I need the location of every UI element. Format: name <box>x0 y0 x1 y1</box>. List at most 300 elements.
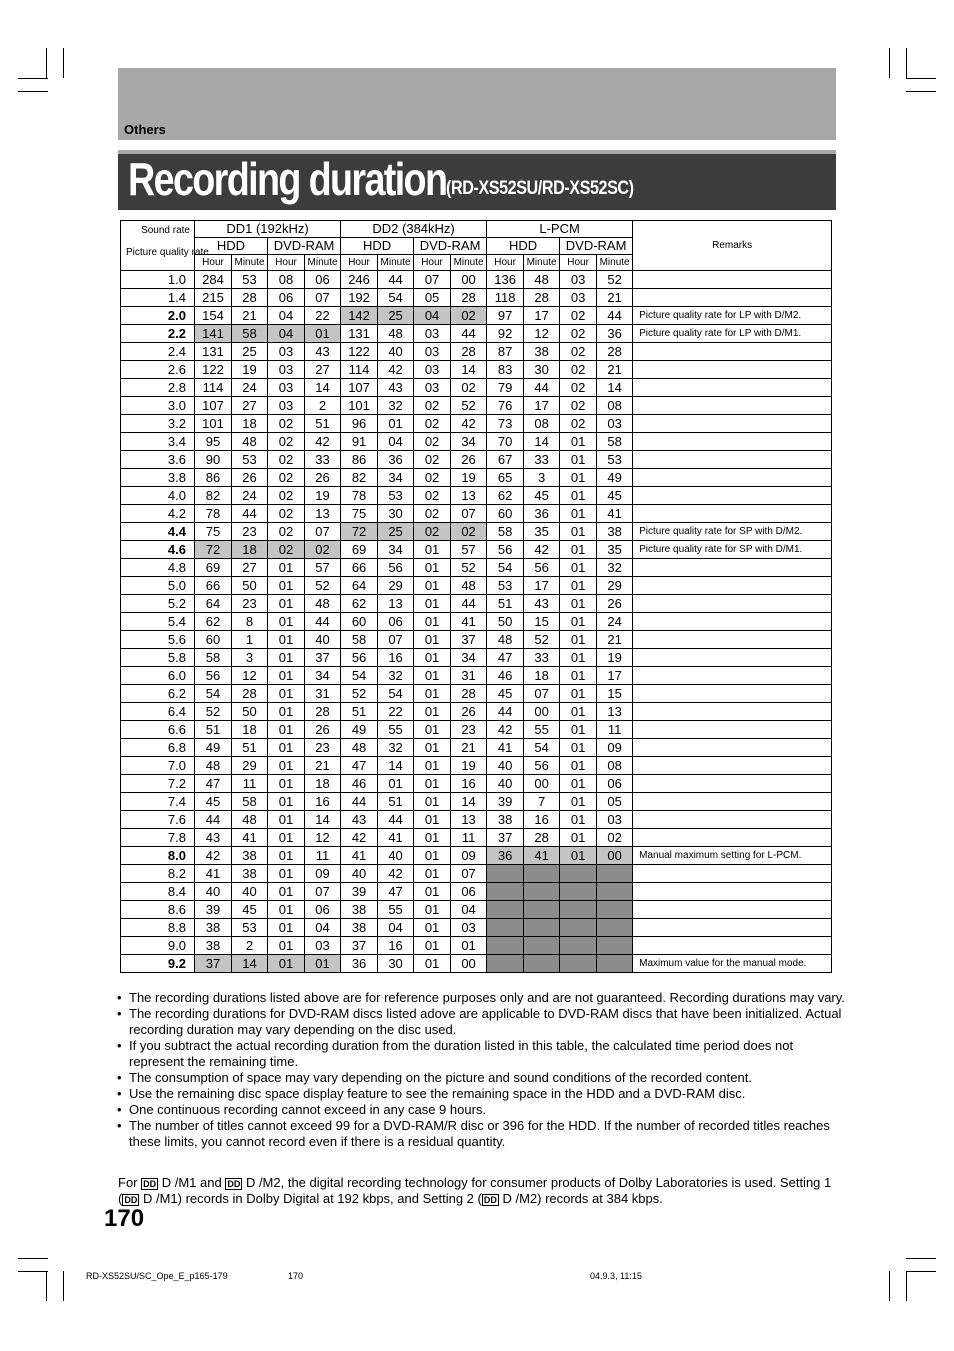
table-row <box>121 307 832 325</box>
duration-cell: 01 <box>560 505 597 523</box>
remark-cell: Maximum value for the manual mode. <box>633 955 832 973</box>
remark-cell <box>633 901 832 919</box>
duration-cell: 08 <box>597 757 633 775</box>
duration-cell <box>560 955 597 973</box>
notes-list <box>115 990 849 1150</box>
duration-cell: 62 <box>341 595 378 613</box>
duration-cell: 01 <box>378 415 414 433</box>
duration-cell: 56 <box>524 559 560 577</box>
rate-cell: 9.0 <box>121 937 195 955</box>
duration-cell: 42 <box>305 433 341 451</box>
duration-cell: 39 <box>195 901 232 919</box>
duration-cell: 76 <box>487 397 524 415</box>
duration-cell: 82 <box>195 487 232 505</box>
duration-cell: 38 <box>232 847 268 865</box>
duration-cell: 32 <box>378 739 414 757</box>
duration-cell: 45 <box>597 487 633 505</box>
remark-cell <box>633 451 832 469</box>
duration-cell: 114 <box>195 379 232 397</box>
duration-cell: 13 <box>597 703 633 721</box>
crop-mark <box>906 91 936 92</box>
duration-cell: 28 <box>524 829 560 847</box>
duration-cell: 01 <box>414 901 451 919</box>
duration-cell: 52 <box>305 577 341 595</box>
duration-cell: 16 <box>524 811 560 829</box>
rate-cell: 2.4 <box>121 343 195 361</box>
duration-cell: 64 <box>195 595 232 613</box>
duration-cell: 01 <box>414 937 451 955</box>
duration-cell: 01 <box>268 829 305 847</box>
duration-cell: 101 <box>195 415 232 433</box>
duration-cell: 49 <box>341 721 378 739</box>
duration-cell: 48 <box>378 325 414 343</box>
remark-cell <box>633 829 832 847</box>
duration-cell: 13 <box>305 505 341 523</box>
dolby-text: D /M1 and <box>158 1175 226 1190</box>
duration-cell: 01 <box>268 757 305 775</box>
duration-cell: 36 <box>378 451 414 469</box>
dolby-note <box>118 1175 838 1207</box>
duration-cell: 53 <box>597 451 633 469</box>
table-row <box>121 469 832 487</box>
unit-header: Hour <box>268 255 305 271</box>
rate-cell: 3.0 <box>121 397 195 415</box>
crop-mark <box>906 1271 907 1301</box>
crop-mark <box>906 48 907 78</box>
duration-cell: 18 <box>524 667 560 685</box>
duration-cell: 48 <box>451 577 487 595</box>
remark-cell: Picture quality rate for SP with D/M1. <box>633 541 832 559</box>
duration-cell: 01 <box>268 631 305 649</box>
rate-cell: 7.4 <box>121 793 195 811</box>
duration-cell: 32 <box>378 667 414 685</box>
duration-cell: 03 <box>268 397 305 415</box>
group-header: DD2 (384kHz) <box>341 221 487 238</box>
duration-cell: 01 <box>268 937 305 955</box>
duration-cell: 15 <box>524 613 560 631</box>
duration-cell <box>560 937 597 955</box>
duration-cell: 37 <box>195 955 232 973</box>
duration-cell: 28 <box>232 685 268 703</box>
duration-cell: 28 <box>232 289 268 307</box>
duration-cell: 18 <box>232 721 268 739</box>
duration-cell: 51 <box>487 595 524 613</box>
table-row <box>121 775 832 793</box>
duration-cell: 01 <box>414 541 451 559</box>
duration-cell: 58 <box>232 325 268 343</box>
duration-cell: 07 <box>378 631 414 649</box>
duration-cell: 01 <box>268 847 305 865</box>
crop-mark <box>63 48 64 78</box>
duration-cell: 13 <box>378 595 414 613</box>
remark-cell <box>633 721 832 739</box>
duration-cell: 34 <box>305 667 341 685</box>
duration-cell: 07 <box>451 865 487 883</box>
crop-mark <box>46 48 47 78</box>
duration-cell: 23 <box>451 721 487 739</box>
table-row <box>121 685 832 703</box>
duration-cell: 48 <box>487 631 524 649</box>
duration-cell: 40 <box>305 631 341 649</box>
duration-cell <box>524 955 560 973</box>
duration-cell: 48 <box>341 739 378 757</box>
duration-cell: 04 <box>268 325 305 343</box>
duration-cell: 01 <box>451 937 487 955</box>
duration-cell: 01 <box>414 793 451 811</box>
rate-cell: 5.0 <box>121 577 195 595</box>
duration-cell: 8 <box>232 613 268 631</box>
dolby-logo: DD <box>483 1195 497 1205</box>
remark-cell <box>633 487 832 505</box>
rate-cell: 1.4 <box>121 289 195 307</box>
duration-cell: 01 <box>268 865 305 883</box>
dolby-text: D /M2, the digital recording technology for consumer products of Dolby Laboratories is used. Setting 1 ( <box>118 1175 832 1206</box>
duration-cell: 21 <box>305 757 341 775</box>
unit-header: Minute <box>378 255 414 271</box>
duration-cell: 23 <box>232 523 268 541</box>
duration-cell: 54 <box>378 685 414 703</box>
rate-cell: 7.0 <box>121 757 195 775</box>
remark-cell <box>633 595 832 613</box>
duration-cell: 03 <box>268 361 305 379</box>
duration-cell: 65 <box>487 469 524 487</box>
duration-cell: 35 <box>597 541 633 559</box>
duration-cell: 03 <box>414 343 451 361</box>
note-item: • The recording durations for DVD-RAM discs listed adove are applicable to DVD-RAM discs that have been initialized. Actual recording duration may vary depending on the disc used. <box>129 1006 849 1038</box>
duration-cell: 73 <box>487 415 524 433</box>
duration-cell: 01 <box>560 613 597 631</box>
duration-cell: 02 <box>560 379 597 397</box>
duration-cell: 122 <box>341 343 378 361</box>
duration-cell: 02 <box>597 829 633 847</box>
duration-cell: 32 <box>597 559 633 577</box>
duration-cell: 34 <box>451 433 487 451</box>
duration-cell: 01 <box>268 667 305 685</box>
duration-cell: 55 <box>378 721 414 739</box>
crop-mark <box>906 78 936 79</box>
duration-cell: 02 <box>414 469 451 487</box>
title-main: Recording duration <box>128 153 447 205</box>
table-row <box>121 559 832 577</box>
duration-cell: 28 <box>305 703 341 721</box>
duration-cell: 40 <box>378 343 414 361</box>
duration-cell: 92 <box>487 325 524 343</box>
duration-cell: 03 <box>305 937 341 955</box>
duration-cell: 01 <box>414 613 451 631</box>
duration-cell: 51 <box>195 721 232 739</box>
duration-cell: 02 <box>560 307 597 325</box>
duration-cell: 13 <box>451 487 487 505</box>
duration-cell: 19 <box>305 487 341 505</box>
duration-cell: 07 <box>305 289 341 307</box>
duration-cell: 07 <box>305 523 341 541</box>
remark-cell <box>633 775 832 793</box>
remark-cell <box>633 649 832 667</box>
duration-cell: 41 <box>451 613 487 631</box>
table-row <box>121 595 832 613</box>
duration-cell: 90 <box>195 451 232 469</box>
media-header: HDD <box>341 238 414 255</box>
duration-cell: 52 <box>597 271 633 289</box>
duration-cell: 56 <box>524 757 560 775</box>
duration-cell: 01 <box>560 433 597 451</box>
duration-cell: 55 <box>378 901 414 919</box>
duration-cell: 00 <box>524 775 560 793</box>
duration-cell: 01 <box>560 829 597 847</box>
duration-cell: 03 <box>560 271 597 289</box>
dolby-logo: DD <box>124 1195 138 1205</box>
table-row <box>121 451 832 469</box>
remark-cell <box>633 667 832 685</box>
duration-cell: 16 <box>451 775 487 793</box>
duration-cell: 30 <box>378 955 414 973</box>
duration-cell <box>560 865 597 883</box>
duration-cell: 25 <box>378 307 414 325</box>
dolby-text: For <box>118 1175 142 1190</box>
duration-cell: 58 <box>195 649 232 667</box>
duration-cell: 19 <box>451 757 487 775</box>
duration-cell: 83 <box>487 361 524 379</box>
duration-cell: 00 <box>597 847 633 865</box>
rate-cell: 3.8 <box>121 469 195 487</box>
duration-cell: 01 <box>268 811 305 829</box>
duration-cell: 01 <box>560 685 597 703</box>
duration-cell: 75 <box>195 523 232 541</box>
duration-cell: 23 <box>232 595 268 613</box>
duration-cell: 69 <box>195 559 232 577</box>
duration-cell: 01 <box>414 865 451 883</box>
duration-cell: 58 <box>597 433 633 451</box>
unit-header: Hour <box>195 255 232 271</box>
duration-cell: 122 <box>195 361 232 379</box>
duration-cell: 17 <box>597 667 633 685</box>
duration-cell: 06 <box>597 775 633 793</box>
duration-cell: 00 <box>451 271 487 289</box>
duration-cell: 24 <box>232 379 268 397</box>
duration-cell: 21 <box>451 739 487 757</box>
rate-cell: 8.4 <box>121 883 195 901</box>
duration-cell: 01 <box>268 919 305 937</box>
duration-cell: 14 <box>451 361 487 379</box>
duration-cell: 25 <box>232 343 268 361</box>
duration-cell: 38 <box>597 523 633 541</box>
duration-cell: 02 <box>451 523 487 541</box>
rate-cell: 4.0 <box>121 487 195 505</box>
duration-cell: 51 <box>232 739 268 757</box>
duration-cell: 114 <box>341 361 378 379</box>
duration-cell <box>524 883 560 901</box>
duration-cell <box>560 901 597 919</box>
duration-cell: 38 <box>232 865 268 883</box>
duration-cell: 37 <box>487 829 524 847</box>
duration-cell: 42 <box>378 361 414 379</box>
duration-cell: 40 <box>487 775 524 793</box>
rate-cell: 7.6 <box>121 811 195 829</box>
group-header: DD1 (192kHz) <box>195 221 341 238</box>
duration-cell: 04 <box>305 919 341 937</box>
duration-cell: 72 <box>341 523 378 541</box>
duration-cell <box>597 865 633 883</box>
duration-cell: 04 <box>451 901 487 919</box>
duration-cell: 42 <box>378 865 414 883</box>
duration-cell: 01 <box>268 685 305 703</box>
duration-cell: 12 <box>305 829 341 847</box>
duration-cell: 15 <box>597 685 633 703</box>
duration-cell: 60 <box>195 631 232 649</box>
duration-cell: 01 <box>414 667 451 685</box>
duration-cell: 01 <box>414 631 451 649</box>
duration-cell <box>524 919 560 937</box>
rate-cell: 6.2 <box>121 685 195 703</box>
remark-cell <box>633 631 832 649</box>
duration-cell: 48 <box>232 811 268 829</box>
duration-cell: 39 <box>341 883 378 901</box>
duration-cell: 01 <box>560 631 597 649</box>
duration-cell: 40 <box>341 865 378 883</box>
rate-cell: 5.2 <box>121 595 195 613</box>
duration-cell <box>597 883 633 901</box>
dolby-logo: DD <box>143 1179 157 1189</box>
duration-cell: 131 <box>195 343 232 361</box>
duration-cell: 02 <box>560 361 597 379</box>
duration-cell: 44 <box>524 379 560 397</box>
duration-cell: 06 <box>451 883 487 901</box>
duration-cell: 141 <box>195 325 232 343</box>
duration-cell <box>597 901 633 919</box>
duration-cell: 01 <box>560 739 597 757</box>
duration-cell: 02 <box>451 307 487 325</box>
duration-cell: 01 <box>560 451 597 469</box>
table-row <box>121 379 832 397</box>
rate-cell: 2.2 <box>121 325 195 343</box>
duration-cell: 36 <box>341 955 378 973</box>
duration-cell: 01 <box>414 829 451 847</box>
page-number: 170 <box>104 1205 145 1232</box>
rate-cell: 5.6 <box>121 631 195 649</box>
rate-cell: 4.8 <box>121 559 195 577</box>
crop-mark <box>889 1271 890 1301</box>
duration-cell: 45 <box>487 685 524 703</box>
duration-cell: 38 <box>195 937 232 955</box>
duration-cell: 25 <box>378 523 414 541</box>
duration-cell: 02 <box>268 415 305 433</box>
rate-cell: 5.4 <box>121 613 195 631</box>
duration-cell: 45 <box>524 487 560 505</box>
duration-cell: 44 <box>195 811 232 829</box>
duration-cell: 04 <box>414 307 451 325</box>
duration-cell: 03 <box>268 343 305 361</box>
table-row <box>121 361 832 379</box>
duration-cell: 01 <box>560 721 597 739</box>
remark-cell <box>633 271 832 289</box>
duration-cell: 17 <box>524 397 560 415</box>
duration-cell: 01 <box>560 595 597 613</box>
duration-cell: 02 <box>268 451 305 469</box>
note-item: • The consumption of space may vary depending on the picture and sound conditions of the recorded content. <box>129 1070 849 1086</box>
rate-cell: 8.0 <box>121 847 195 865</box>
duration-cell: 11 <box>451 829 487 847</box>
crop-mark <box>889 48 890 78</box>
duration-cell: 12 <box>524 325 560 343</box>
duration-cell: 41 <box>341 847 378 865</box>
duration-cell: 54 <box>487 559 524 577</box>
duration-cell: 23 <box>305 739 341 757</box>
duration-cell: 66 <box>341 559 378 577</box>
duration-cell: 96 <box>341 415 378 433</box>
rate-cell: 6.0 <box>121 667 195 685</box>
rate-cell: 1.0 <box>121 271 195 289</box>
duration-cell: 36 <box>597 325 633 343</box>
unit-header: Minute <box>524 255 560 271</box>
duration-cell: 01 <box>414 721 451 739</box>
duration-cell: 45 <box>232 901 268 919</box>
duration-cell: 52 <box>451 559 487 577</box>
duration-cell: 37 <box>305 649 341 667</box>
duration-cell: 01 <box>560 847 597 865</box>
duration-cell: 35 <box>524 523 560 541</box>
remark-cell <box>633 703 832 721</box>
duration-cell: 44 <box>487 703 524 721</box>
rate-cell: 8.6 <box>121 901 195 919</box>
duration-cell: 01 <box>414 919 451 937</box>
duration-cell: 38 <box>341 919 378 937</box>
duration-cell <box>487 901 524 919</box>
duration-cell: 01 <box>414 559 451 577</box>
media-header: DVD-RAM <box>268 238 341 255</box>
corner-header <box>121 221 209 271</box>
duration-cell: 02 <box>414 415 451 433</box>
duration-cell <box>487 883 524 901</box>
table-row <box>121 415 832 433</box>
table-row <box>121 919 832 937</box>
duration-cell: 60 <box>487 505 524 523</box>
duration-cell: 3 <box>524 469 560 487</box>
crop-mark <box>46 1271 47 1301</box>
table-row <box>121 325 832 343</box>
duration-cell: 53 <box>378 487 414 505</box>
duration-cell: 01 <box>268 577 305 595</box>
remark-cell <box>633 793 832 811</box>
remark-cell <box>633 559 832 577</box>
duration-cell: 18 <box>232 415 268 433</box>
duration-cell: 41 <box>597 505 633 523</box>
duration-cell: 56 <box>195 667 232 685</box>
duration-cell: 136 <box>487 271 524 289</box>
duration-cell: 01 <box>560 703 597 721</box>
duration-cell: 01 <box>414 595 451 613</box>
duration-cell: 72 <box>195 541 232 559</box>
duration-cell: 14 <box>524 433 560 451</box>
remark-cell <box>633 577 832 595</box>
rate-cell: 2.0 <box>121 307 195 325</box>
dolby-logo: DD <box>227 1179 241 1189</box>
table-row <box>121 901 832 919</box>
rate-cell: 4.4 <box>121 523 195 541</box>
table-row <box>121 721 832 739</box>
table-row <box>121 883 832 901</box>
duration-cell: 14 <box>232 955 268 973</box>
duration-cell: 02 <box>268 541 305 559</box>
duration-cell: 48 <box>232 433 268 451</box>
duration-cell: 44 <box>305 613 341 631</box>
duration-cell: 44 <box>378 811 414 829</box>
table-row <box>121 739 832 757</box>
dolby-text: D /M2) records at 384 kbps. <box>498 1191 663 1206</box>
table-row <box>121 289 832 307</box>
table-row <box>121 847 832 865</box>
table-row <box>121 631 832 649</box>
duration-cell: 08 <box>524 415 560 433</box>
